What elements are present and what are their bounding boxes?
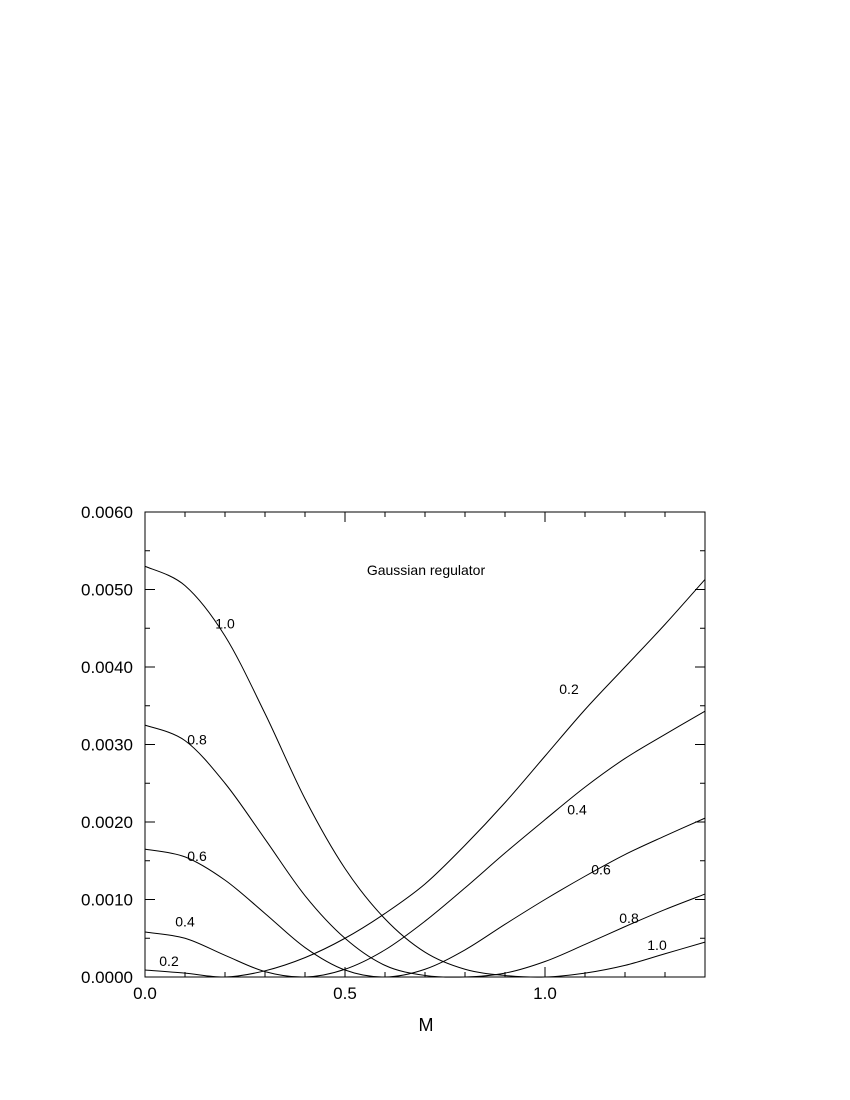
curve-label-0-8: 0.8 (619, 909, 639, 926)
curve-label-1-0: 1.0 (647, 936, 667, 953)
curve-label-0-4: 0.4 (175, 913, 195, 930)
curve-label-1-0: 1.0 (215, 615, 235, 632)
curve-label-0-2: 0.2 (159, 953, 179, 970)
x-axis-title: M (418, 1015, 434, 1035)
chart-annotation: Gaussian regulator (366, 562, 486, 578)
y-tick-label: 0.0010 (81, 890, 133, 910)
y-tick-label: 0.0030 (81, 735, 133, 755)
curve-label-0-6: 0.6 (591, 861, 611, 878)
y-tick-label: 0.0040 (81, 658, 133, 677)
curve-label-0-2: 0.2 (559, 681, 579, 698)
plot-frame (145, 512, 705, 977)
series-line-0-8 (145, 725, 705, 977)
y-tick-label: 0.0060 (81, 503, 133, 522)
y-tick-label: 0.0050 (81, 580, 133, 600)
x-tick-label: 1.0 (533, 984, 557, 1003)
curve-label-0-4: 0.4 (567, 801, 587, 818)
y-tick-label: 0.0000 (81, 968, 133, 987)
y-tick-label: 0.0020 (81, 813, 133, 832)
curve-label-0-6: 0.6 (187, 847, 207, 864)
x-tick-label: 0.5 (333, 984, 357, 1003)
series-line-0-6 (145, 818, 705, 977)
series-line-0-4 (145, 711, 705, 977)
curve-label-0-8: 0.8 (187, 731, 207, 748)
x-tick-label: 0.0 (133, 984, 157, 1003)
